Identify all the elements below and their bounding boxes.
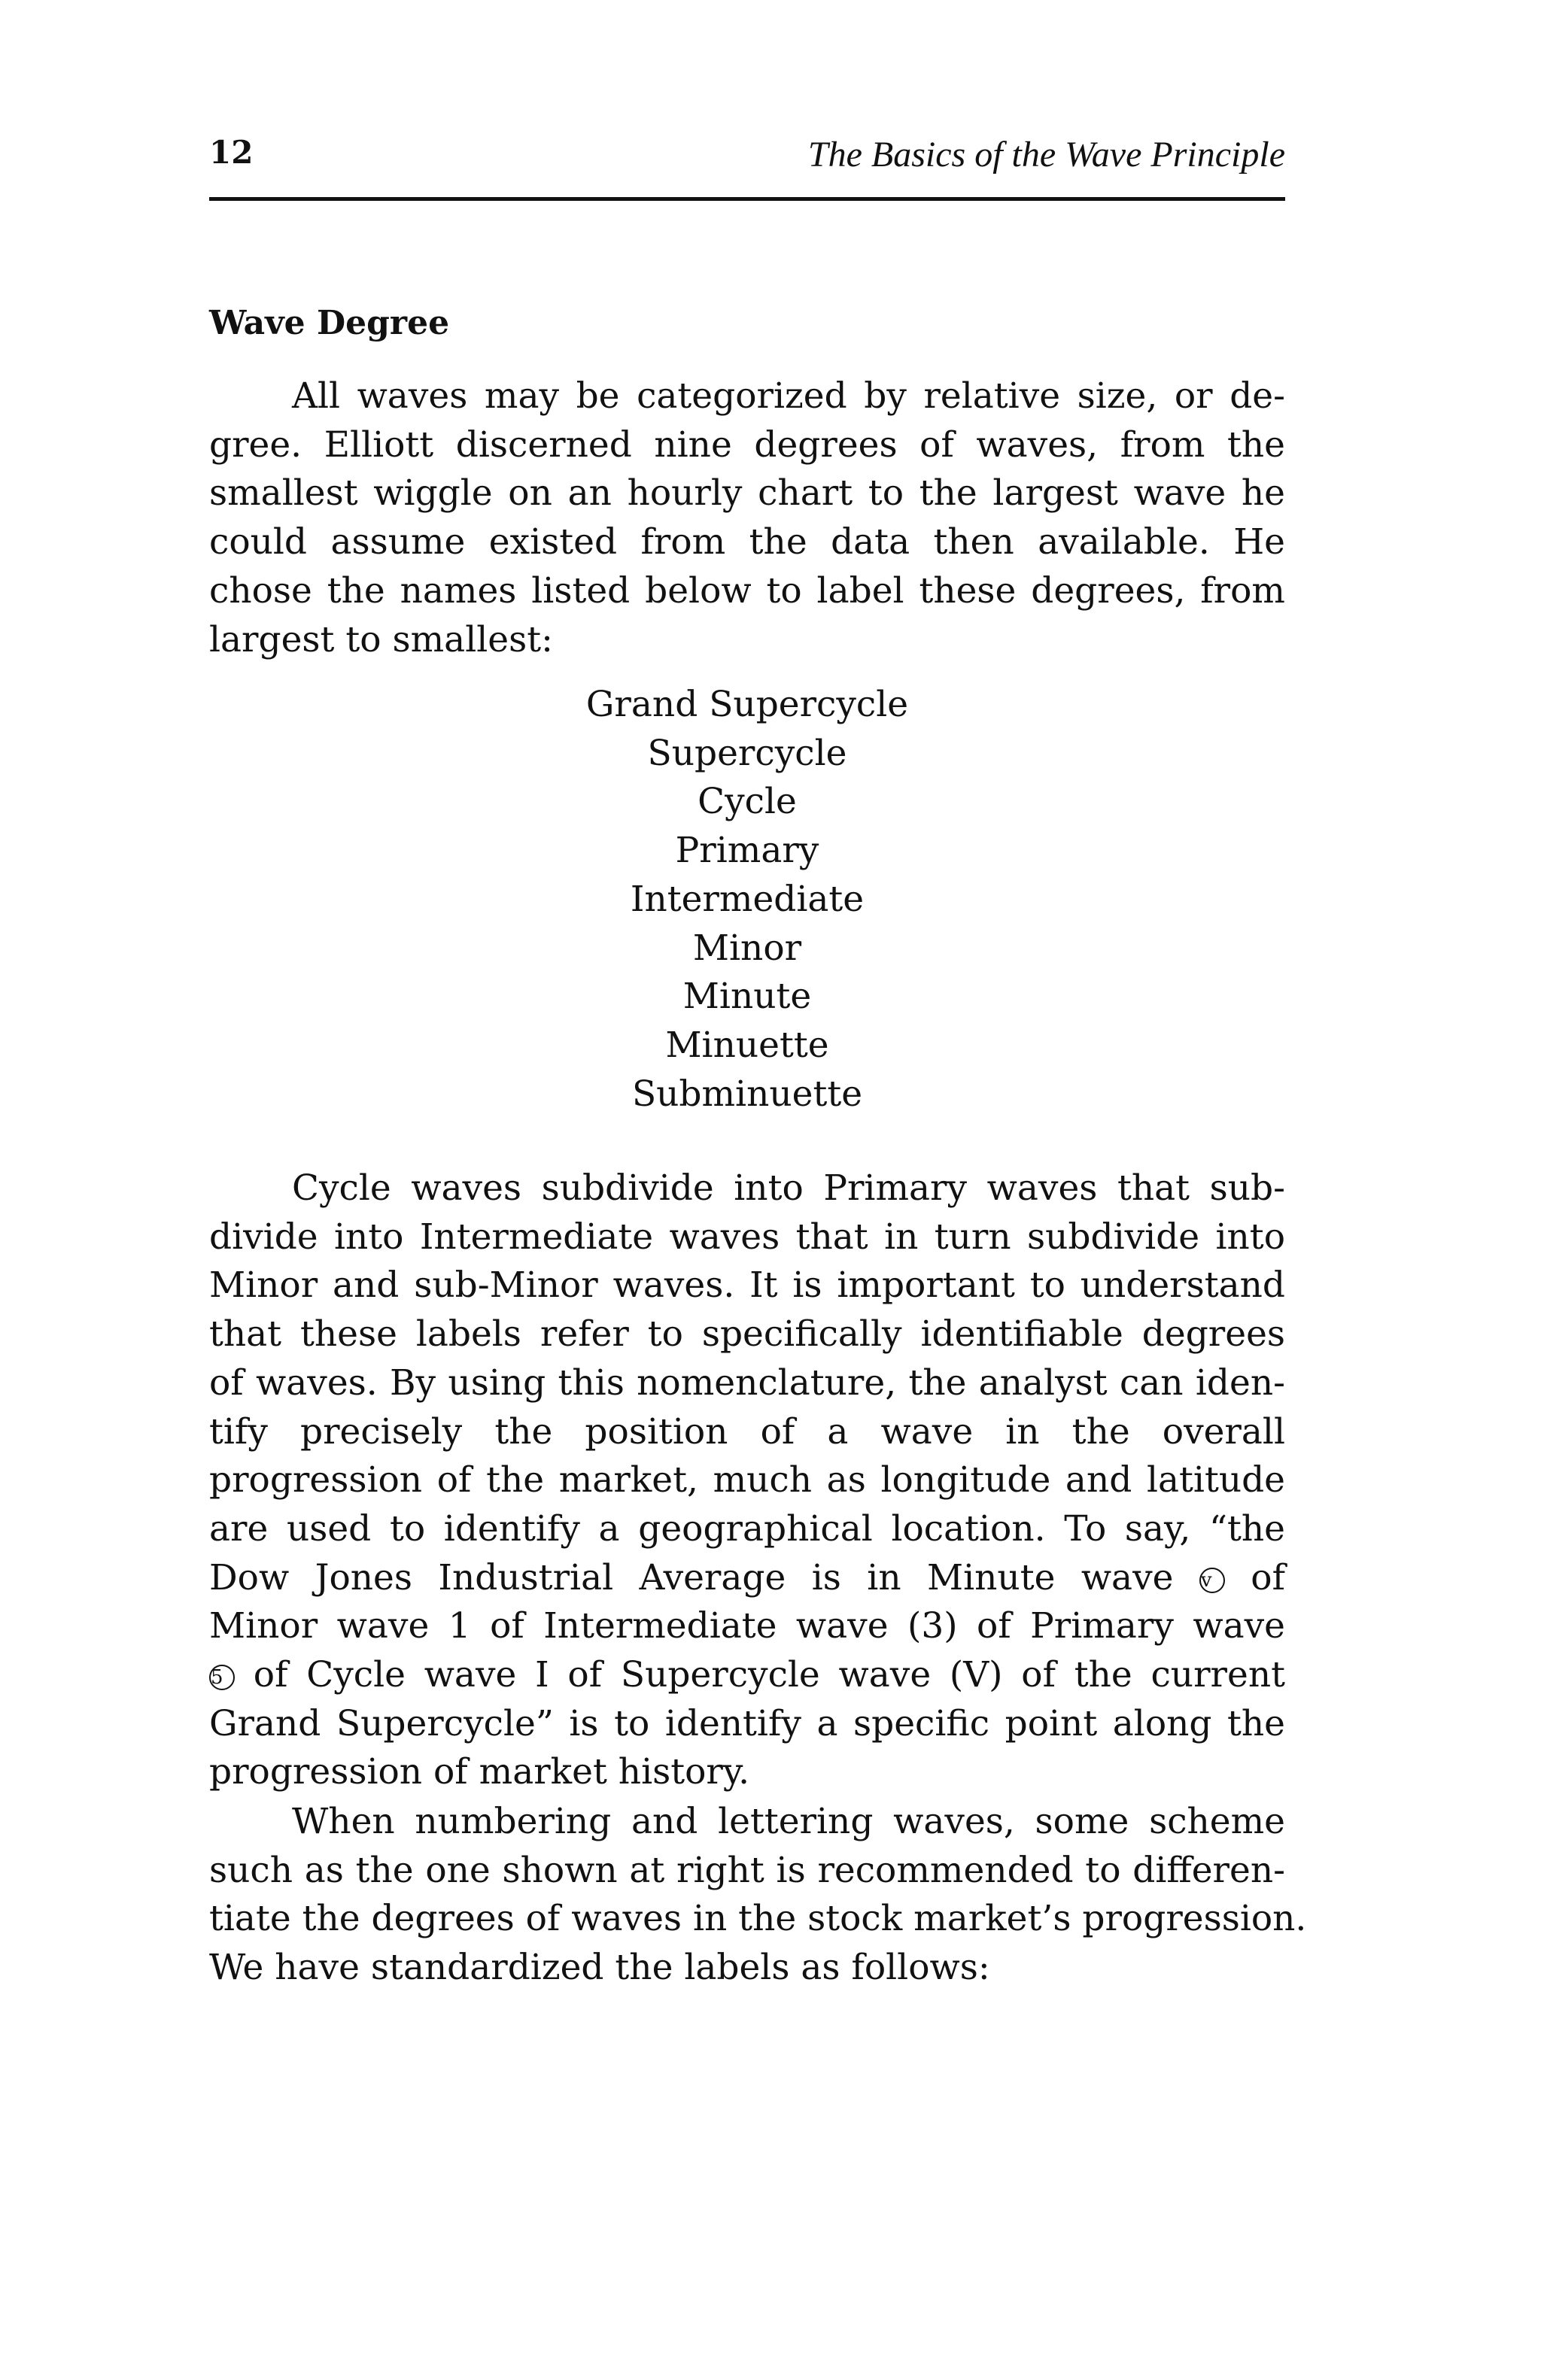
page-header <box>209 134 1285 182</box>
text-line: Minor wave 1 of Intermediate wave (3) of Primary wave <box>209 1605 1285 1647</box>
text-line: tify precisely the position of a wave in the overall <box>209 1410 1285 1453</box>
text-line: Grand Supercycle” is to identify a specific point along the <box>209 1702 1285 1744</box>
degree-item: Grand Supercycle <box>585 684 909 725</box>
degree-item: Supercycle <box>647 732 847 774</box>
text-line: progression of the market, much as longitude and latitude <box>209 1459 1285 1501</box>
degree-item: Minor <box>692 927 802 969</box>
circled-wave-label: 5 <box>209 1665 235 1690</box>
text-line: divide into Intermediate waves that in turn subdivide into <box>209 1216 1285 1258</box>
degree-item: Subminuette <box>631 1073 863 1115</box>
paragraph-intro <box>209 372 1285 664</box>
text-segment: of <box>1251 1556 1285 1598</box>
degree-item: Minute <box>682 976 812 1018</box>
text-line: All waves may be categorized by relative size, or de- <box>292 375 1285 417</box>
degree-item: Cycle <box>698 781 797 823</box>
degree-item: Intermediate <box>630 878 865 920</box>
text-segment: of Cycle wave I of Supercycle wave (V) of the current <box>253 1654 1285 1696</box>
text-line: that these labels refer to specifically identifiable degrees <box>209 1313 1285 1355</box>
degree-item: Minuette <box>665 1024 829 1066</box>
text-line: Cycle waves subdivide into Primary waves that sub- <box>292 1167 1285 1209</box>
text-line: gree. Elliott discerned nine degrees of waves, from the <box>209 423 1285 466</box>
text-line: Minor and sub-Minor waves. It is important to understand <box>209 1264 1285 1307</box>
text-line: tiate the degrees of waves in the stock market’s progression. <box>209 1898 1307 1940</box>
text-line: smallest wiggle on an hourly chart to the largest wave he <box>209 472 1285 515</box>
text-line: We have standardized the labels as follows: <box>209 1947 990 1989</box>
section-title: Wave Degree <box>209 304 450 342</box>
text-line: progression of market history. <box>209 1751 750 1793</box>
text-line-with-circled-label <box>209 1651 1285 1700</box>
paragraph-cycle-waves <box>209 1164 1285 1797</box>
text-segment: Dow Jones Industrial Average is in Minute wave <box>209 1556 1174 1598</box>
text-line: of waves. By using this nomenclature, the analyst can iden- <box>209 1362 1285 1404</box>
degree-item: Primary <box>675 830 819 872</box>
running-head: The Basics of the Wave Principle <box>807 135 1285 175</box>
header-rule <box>209 197 1285 201</box>
text-line: such as the one shown at right is recommended to differen- <box>209 1849 1285 1891</box>
wave-degree-list <box>209 681 1285 1119</box>
text-line: chose the names listed below to label these degrees, from <box>209 569 1285 612</box>
text-line: When numbering and lettering waves, some scheme <box>292 1801 1285 1842</box>
page-number: 12 <box>209 134 254 171</box>
paragraph-labeling <box>209 1798 1307 1993</box>
text-line: largest to smallest: <box>209 618 553 660</box>
text-line: are used to identify a geographical location. To say, “the <box>209 1507 1285 1550</box>
text-line: could assume existed from the data then available. He <box>209 521 1285 563</box>
circled-wave-label: v <box>1199 1568 1225 1593</box>
text-line-with-circled-label <box>209 1554 1285 1603</box>
